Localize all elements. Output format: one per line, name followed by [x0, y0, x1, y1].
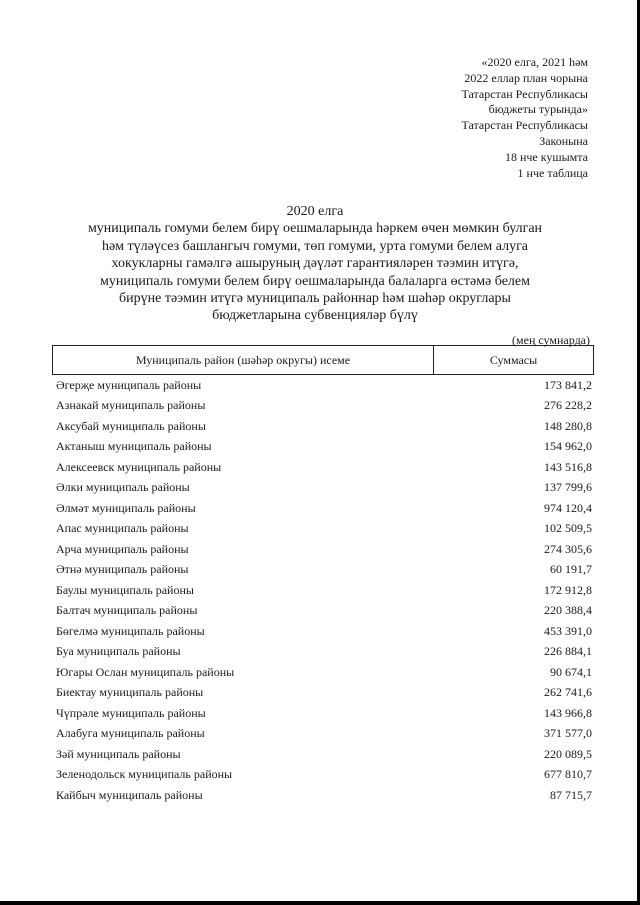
district-sum: 173 841,2	[544, 377, 592, 392]
district-name: Зәй муниципаль районы	[56, 746, 181, 761]
district-sum: 102 509,5	[544, 521, 592, 536]
district-sum: 143 516,8	[544, 459, 592, 474]
district-name: Әгерҗе муниципаль районы	[56, 377, 202, 392]
table-row	[52, 396, 594, 417]
district-sum: 677 810,7	[544, 767, 592, 782]
title-year: 2020 елга	[286, 204, 344, 219]
district-sum: 87 715,7	[550, 787, 592, 802]
table-header	[52, 345, 594, 375]
district-name: Арча муниципаль районы	[56, 541, 189, 556]
district-name: Әлмәт муниципаль районы	[56, 500, 196, 515]
district-name: Чүпрәле муниципаль районы	[56, 705, 206, 720]
district-name: Зеленодольск муниципаль районы	[56, 767, 233, 782]
district-name: Кайбыч муниципаль районы	[56, 787, 203, 802]
district-name: Биектау муниципаль районы	[56, 685, 204, 700]
law-ref-line: 18 нче кушымта	[504, 149, 588, 164]
district-name: Азнакай муниципаль районы	[56, 398, 206, 413]
title-line: бюджетларына субвенцияләр бүлү	[212, 308, 418, 324]
table-body	[52, 375, 594, 806]
district-sum: 262 741,6	[544, 685, 592, 700]
district-sum: 276 228,2	[544, 398, 592, 413]
title-line: бирүне тәэмин итүгә муниципаль районнар һәм шәһәр округлары	[119, 291, 511, 307]
table-row	[52, 498, 594, 519]
district-name: Алабуга муниципаль районы	[56, 726, 205, 741]
district-sum: 60 191,7	[550, 562, 592, 577]
district-sum: 974 120,4	[544, 500, 592, 515]
table-row	[52, 765, 594, 786]
district-sum: 154 962,0	[544, 439, 592, 454]
district-sum: 172 912,8	[544, 582, 592, 597]
table-row	[52, 539, 594, 560]
document-title	[60, 203, 570, 325]
district-name: Алексеевск муниципаль районы	[56, 459, 222, 474]
district-name: Аксубай муниципаль районы	[56, 418, 206, 433]
table-number: 1 нче таблица	[517, 166, 588, 180]
district-sum: 220 388,4	[544, 603, 592, 618]
table-row	[52, 580, 594, 601]
table-row	[52, 457, 594, 478]
scan-edge-bottom	[0, 901, 640, 905]
district-sum: 90 674,1	[550, 664, 592, 679]
table-row	[52, 601, 594, 622]
district-name: Балтач муниципаль районы	[56, 603, 198, 618]
district-name: Әлки муниципаль районы	[56, 480, 190, 495]
district-sum: 453 391,0	[544, 623, 592, 638]
table-row	[52, 703, 594, 724]
column-header-name: Муниципаль район (шәһәр округы) исеме	[53, 346, 434, 374]
table-row	[52, 478, 594, 499]
table-row	[52, 662, 594, 683]
district-name: Апас муниципаль районы	[56, 521, 189, 536]
district-sum: 371 577,0	[544, 726, 592, 741]
law-ref-line: 2022 еллар план чорына	[464, 70, 588, 85]
district-sum: 226 884,1	[544, 644, 592, 659]
table-row	[52, 744, 594, 765]
subvention-table	[52, 345, 594, 806]
table-row	[52, 785, 594, 806]
law-ref-line: Татарстан Республикасы	[461, 118, 588, 133]
law-ref-line: Законына	[539, 133, 588, 148]
law-ref-line: Татарстан Республикасы	[461, 86, 588, 101]
table-row	[52, 621, 594, 642]
table-row	[52, 437, 594, 458]
law-ref-line: бюджеты турында»	[488, 102, 588, 117]
units-note: (мең сумнарда)	[512, 333, 590, 347]
law-reference	[461, 55, 588, 166]
district-name: Баулы муниципаль районы	[56, 582, 194, 597]
table-row	[52, 519, 594, 540]
title-line: муниципаль гомуми белем бирү оешмаларында һәркем өчен мөмкин булган	[87, 221, 543, 237]
title-line: һәм түләүсез башлангыч гомуми, төп гомуми, урта гомуми белем алуга	[101, 238, 529, 254]
column-header-sum: Суммасы	[489, 352, 538, 367]
district-sum: 148 280,8	[544, 418, 592, 433]
district-sum: 274 305,6	[544, 541, 592, 556]
district-sum: 137 799,6	[544, 480, 592, 495]
table-row	[52, 416, 594, 437]
title-line: муниципаль гомуми белем бирү оешмаларында балаларга өстәмә белем	[100, 273, 530, 289]
table-row	[52, 724, 594, 745]
district-sum: 220 089,5	[544, 746, 592, 761]
title-line: хокукларны гамәлгә ашыруның дәүләт гарантияләрен тәэмин итүгә,	[111, 256, 519, 272]
table-row	[52, 642, 594, 663]
district-name: Әтнә муниципаль районы	[56, 562, 189, 577]
district-sum: 143 966,8	[544, 705, 592, 720]
table-row	[52, 683, 594, 704]
table-row	[52, 560, 594, 581]
law-ref-line: «2020 елга, 2021 һәм	[481, 55, 588, 69]
district-name: Бөгелмә муниципаль районы	[56, 623, 205, 638]
district-name: Буа муниципаль районы	[56, 644, 181, 659]
district-name: Югары Ослан муниципаль районы	[56, 664, 235, 679]
table-row	[52, 375, 594, 396]
district-name: Актаныш муниципаль районы	[56, 439, 212, 454]
